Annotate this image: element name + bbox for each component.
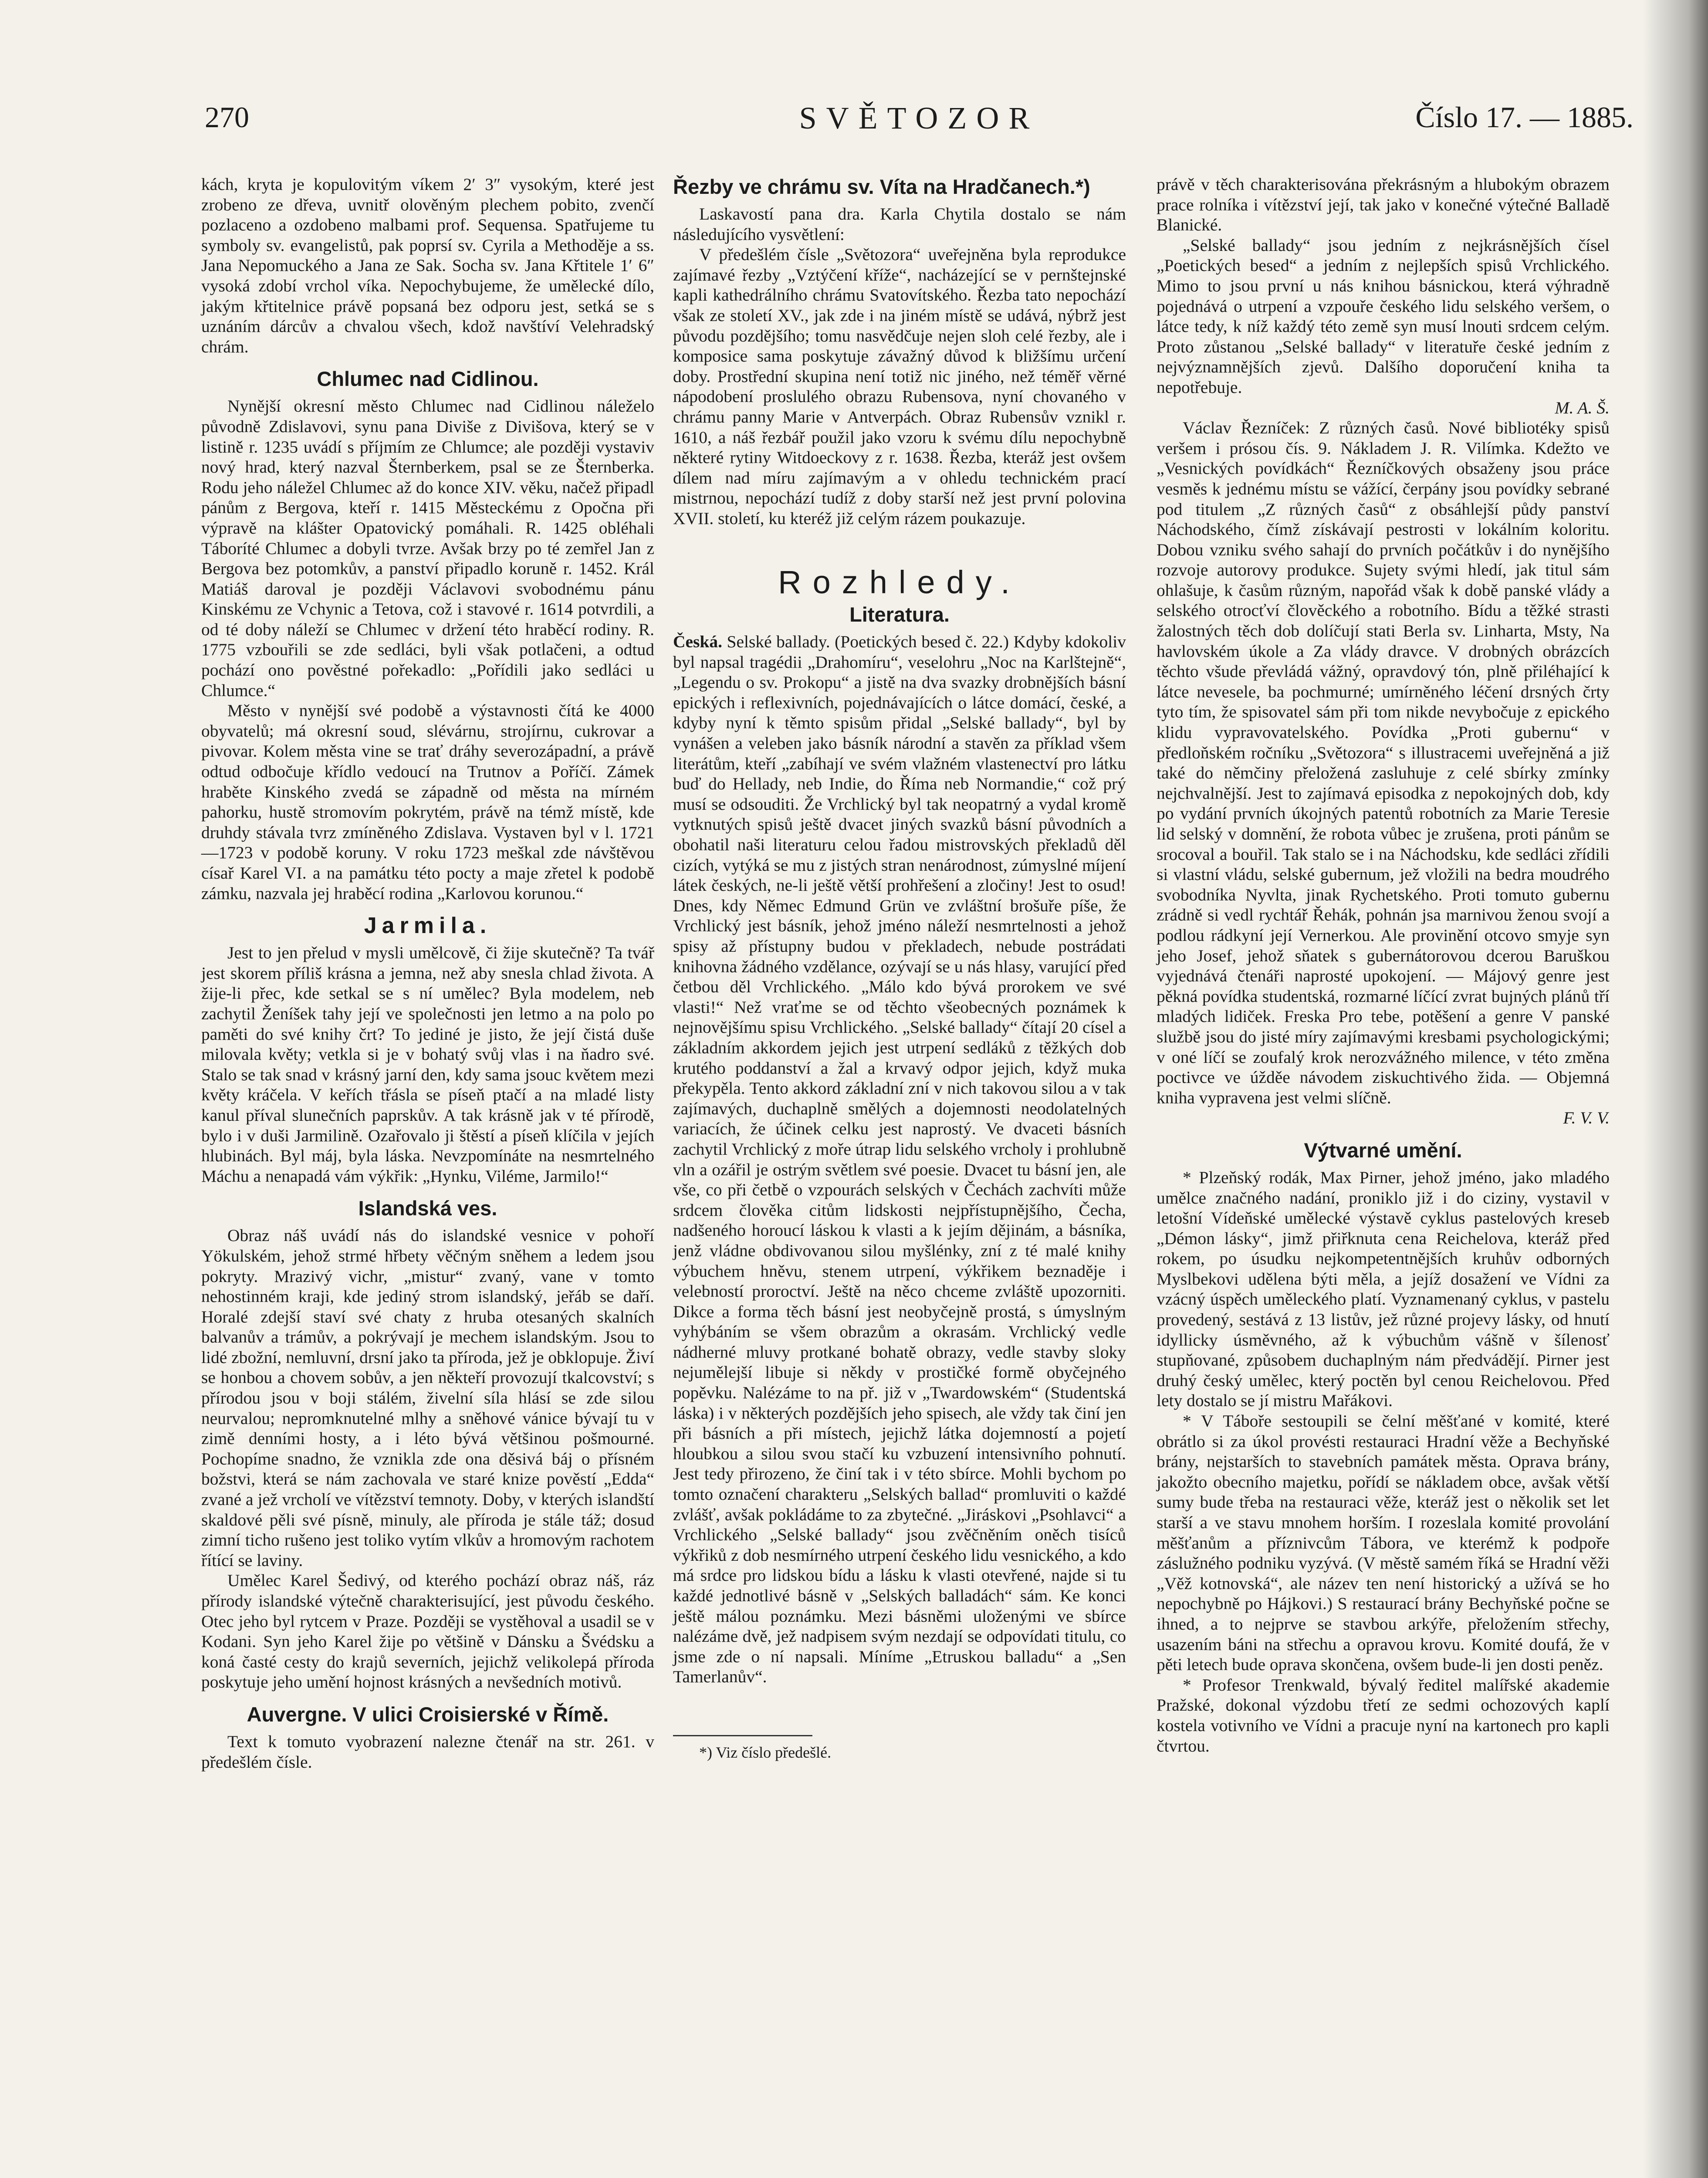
heading-literatura: Literatura. — [849, 603, 950, 626]
heading-vytvarne-umeni: Výtvarné umění. — [1304, 1138, 1462, 1162]
page-header — [205, 100, 1634, 148]
paragraph-island-1: Obraz náš uvádí nás do islandské vesnice v pohoří Yökulském, jehož strmé hřbety věčným sněhem a ledem jsou pokryty. Mrazivý vichr, „mistur“ zvaný, vane v tomto nehostinném kraji, kde jediný strom islandský, jeřáb se daří. Horalé zdejší staví své chaty z hruba otesaných skalních balvanův a trámův, a pokrývají je mechem islandským. Jsou to lidé zbožní, nemluvní, drsní jako ta příroda, jež je obklopuje. Živí se honbou a chovem sobův, a jen někteří provozují tkalcovství; s přírodou jsou v boji stálém, živelní síla hlásí se zde silou neurvalou; nepromknutelné mlhy a sněhové vánice bývají tu v zimě denními hosty, a i léto bývá většinou pošmourné. Pochopíme snadno, že vznikla zde ona děsivá báj o přísném božstvi, která se nám zachovala ve staré knize pověstí „Edda“ zvané a jež vrcholí ve vítězství temnoty. Doby, v kterých islandští skaldové pěli své písně, minuly, ale příroda je stále táž; dosud zimní ticho rušeno jest toliko vytím vlkův a hromovým rachotem řítící se laviny. — [201, 1226, 654, 1570]
paragraph-ballady-cont: právě v těch charakterisována překrásným a hlubokým obrazem prace rolníka i vítězství její, tak jako v konečné výtečné Balladě Blanické. — [1157, 175, 1610, 235]
heading-jarmila: Jarmila. — [364, 913, 492, 939]
page-number: 270 — [205, 101, 249, 134]
heading-rezby: Řezby ve chrámu sv. Víta na Hradčanech.*) — [673, 175, 1090, 198]
paragraph-selske-ballady — [673, 632, 1126, 1687]
signature-mas: M. A. Š. — [1555, 398, 1610, 417]
issue-number: Číslo 17. — 1885. — [1415, 101, 1634, 134]
footnote: *) Viz číslo předešlé. — [699, 1743, 832, 1761]
review-text: Selské ballady. (Poetických besed č. 22.) Kdyby kdokoliv byl napsal tragédii „Drahomíru“, veselohru „Noc na Karlštejně“, „Legendu o sv. Prokopu“ a jistě na dva svazky drobnějších básní epických i reflexivních, pojednávajících o látce domácí, české, a kdyby nyní k těmto spisům přidal „Selské ballady“, byl by vynášen a veleben jako básník národní a stavěn za příklad všem literátům, kteří „zabíhají ve svém vlažném vlastenectví pro látku buď do Hellady, neb Indie, do Říma neb Normandie,“ což prý musí se odsouditi. Že Vrchlický byl tak neopatrný a vydal kromě vytknutých spisů ještě dvacet jiných svazků básní původních a obohatil naši literaturu celou řadou mistrovských překladů děl cizích, vytýká se mu z jistých stran nenárodnost, zúmyslné míjení látek českých, ne-li ještě větší prohřešení a zločiny! Jest to osud! Dnes, kdy Němec Edmund Grün ve zvláštní brošuře píše, že Vrchlický jest básník, jehož jméno náleží nesmrtelnosti a jehož spisy až přístupny budou v překladech, nebude postrádati knihovna žádného vzdělance, ozývají se u nás hlasy, varující před četbou děl Vrchlického. „Málo kdo bývá prorokem ve své vlasti!“ Než vraťme se od těchto všeobecných poznámek k nejnovějšímu spisu Vrchlického. „Selské ballady“ čítají 20 císel a základním akkordem jejich jest utrpení sedláků z těžkých dob krutého poddanství a žal a krvavý odpor jejich, když muka překypěla. Tento akkord základní zní v nich takovou silou a v tak zajímavých, duchaplně smělých a dojemnosti neodolatelných variacích, že účinek celku jest naprostý. Ve dvaceti básních zachytil Vrchlický z moře útrap lidu selského vrcholy i prohlubně vln a ozářil je ostrým světlem své poesie. Dvacet tu básní jen, ale vše, co při četbě o vzpourách selských v Čechách zachvíti může srdcem člověka citům lidskosti nejpřístupnějšího, Čecha, nadšeného horoucí láskou k vlasti a k jejím dějinám, a básníka, jenž vládne obdivovanou silou myšlénky, zní z té malé knihy výbuchem hněvu, stenem utrpení, výkřikem beznaděje i velebností proroctví. Ještě na něco chceme zvláště upozorniti. Dikce a forma těch básní jest neobyčejně prostá, s úmyslným vyhýbáním se všem obrazům a okrasám. Vrchlický vedle nádherné mluvy protkané bohatě obrazy, vedle stavby sloky nejumělejší libuje si někdy v prostičké formě obyčejného popěvku. Nalézáme to na př. již v „Twardowském“ (Studentská láska) i v některých pozdějších jeho spisech, ale vždy tak činí jen při básních a při místech, jejichž látka dojemností a pojetí hloubkou a silou svou stačí ku vzbuzení intensivního pohnutí. Jest tedy přirozeno, že činí tak i v této sbírce. Mohli bychom po tomto označení charakteru „Selských ballad“ promluviti o každé zvlášť, avšak pokládáme to za zbytečné. „Jiráskovi „Psohlavci“ a Vrchlického „Selské ballady“ jsou zvěčněním oněch tisíců výkřiků z dob nesmírného utrpení českého lidu vesnického, a kdo má srdce pro lidskou bídu a lásku k vlasti otevřené, najde si tu každé jednotlivé básně v „Selských balladách“ sám. Ke konci ještě málou poznámku. Mezi básněmi uloženými ve sbírce nalézáme dvě, jež nadpisem svým nezdají se odpovídati titulu, co jsme zde o ní napsali. Míníme „Etruskou balladu“ a „Sen Tamerlanův“. — [673, 632, 1126, 1687]
lead-ceska: Česká. — [673, 632, 723, 652]
paragraph-reznicek-review: Václav Řezníček: Z různých časů. Nové bibliotéky spisů veršem i prósou čís. 9. Nákladem J. R. Vilímka. Kdežto ve „Vesnických povídkách“ Řezníčkových obsaženy jsou práce vesměs k jednému místu se vážící, čerpány jsou povídky sebrané pod titulem „Z různých časů“ z obsáhlejší půdy panství Náchodského, čímž získávají pestrosti v lokálním koloritu. Dobou vzniku svého sahají do prvních počátkův i do nynějšího rozvoje autorovy produkce. Sujety svými hledí, jak titul sám ohlašuje, k časům různým, napořád však k době panské vlády a selského otrocťví člověckého a robotního. Bídu a těžké strasti žalostných těch dob dolíčují stati Berla sv. Linharta, Msty, Na havlovském úkole a Za vlády dravce. V drobných obrázcích těchto všude převládá vážný, opravdový tón, plně přiléhající k látce nevesele, ba pochmurné; umírněného léčení drsných črty tyto tím, že spisovatel sám při tom nikde nevybočuje z epického klidu vypravovatelského. Povídka „Proti gubernu“ v předloňském ročníku „Světozora“ s illustracemi uveřejněná a již také do němčiny přeložená zasluhuje z celé sbírky zmínky nejchvalnější. Jest to zajímavá episodka z nepokojných dob, kdy po vydání prvních úkojných patentů robotních za Marie Teresie lid selský v domnění, že robota vůbec je zrušena, proti pánům se srocoval a bouřil. Tak stalo se i na Náchodsku, kde sedláci zřídili si vlastní vládu, selské gubernum, jež vložili na bedra moudrého svobodníka Nyvlta, jinak Rychetského. Proti tomuto gubernu zrádně si vedl rychtář Řehák, pohnán jsa marnivou ženou svojí a podlou rádkyní její Vernerkou. Ale provinění otcovo smyje syn jeho Josef, jehož sňatek s gubernátorovou dcerou Baruškou vyjednává čtenáři naprosté upokojení. — Májový genre jest pěkná povídka studentská, rozmarné líčící zvrat bujných plánů tří mladých lidiček. Freska Pro tebe, potěšení a genre V panské službě jsou do jisté míry zajímavými kresbami psychologickými; v oné líčí se zoufalý krok nerozvážného milence, v této změna poctivce ve úžděe návodem ziskuchtivého žida. — Objemná kniha vypravena jest velmi slíčně. — [1157, 418, 1610, 1107]
footnote-divider — [673, 1735, 812, 1736]
heading-chlumec: Chlumec nad Cidlinou. — [317, 367, 539, 391]
column-middle — [673, 174, 1126, 1763]
paragraph-island-2: Umělec Karel Šedivý, od kterého pochází obraz náš, ráz přírody islandské výtečně charakterisující, jest původu českého. Otec jeho byl rytcem v Praze. Později se vystěhoval a usadil se v Kodani. Syn jeho Karel žije po většině v Dánsku a Švédsku a koná časté cesty do krajů severních, jejichž velikolepá příroda poskytuje jeho umění hojnost krásných a nevšedních motivů. — [201, 1571, 654, 1692]
paragraph-auvergne: Text k tomuto vyobrazení nalezne čtenář na str. 261. v předešlém čísle. — [201, 1732, 654, 1772]
section-title-rozhledy: Rozhledy. — [778, 564, 1021, 600]
paragraph-chlumec-history: Nynější okresní město Chlumec nad Cidlinou náleželo původně Zdislavovi, synu pana Diviše z Divišova, který se v listině r. 1235 uvádí s příjmím ze Chlumce; ale později vystaviv nový hrad, který nazval Šternberkem, psal se ze Šternberka. Rodu jeho náležel Chlumec až do konce XIV. věku, načež připadl pánům z Bergova, kteří r. 1415 Městeckému z Opočna při výpravě na klášter Opatovický pomáhali. R. 1425 obléhali Táboríté Chlumec a dobyli tvrze. Avšak brzy po té zemřel Jan z Bergova bez potomkův, a panství připadlo koruně r. 1452. Král Matiáš daroval je později Václavovi svobodnému pánu Kinskému ze Vchynic a Tetova, což i stavové r. 1614 potvrdili, a od té doby náleží se Chlumec v držení této hraběcí rodiny. R. 1775 vzbouřili se zde sedláci, byli však potlačeni, a odtud pochází ono pověstné pořekadlo: „Pořídili jako sedláci u Chlumce.“ — [201, 396, 654, 700]
masthead: SVĚTOZOR — [799, 101, 1039, 135]
column-left — [201, 174, 654, 1772]
paragraph-rezby-intro: Laskavostí pana dra. Karla Chytila dostalo se nám následujícího vysvětlení: — [673, 204, 1126, 244]
paragraph-trenkwald: * Profesor Trenkwald, bývalý ředitel malířské akademie Pražské, dokonal výzdobu třetí ze sedmi ochozových kaplí kostela votivního ve Vídni a pracuje nyní na kartonech pro kapli čtvrtou. — [1157, 1675, 1610, 1755]
paragraph-pirner: * Plzeňský rodák, Max Pirner, jehož jméno, jako mladého umělce značného nadání, proniklo již i do ciziny, vystavil v letošní Vídeňské umělecké výstavě cyklus pastelových kreseb „Démon lásky“, jimž přiřknuta cena Reichelova, kteráž před rokem, po úsudku nejkompetentnějších kruhův odborných Myslbekovi udělena býti měla, a jejíž dosažení ve Vídni za vzácný úspěch uměleckého platí. Vyznamenaný cyklus, v pastelu provedený, sestává z 13 listův, jež různé projevy lásky, od hnutí idyllicky úsměvného, až k výbuchům vášně v šílenosť stupňované, způsobem duchaplným nám předvádějí. Pirner jest druhý český umělec, který poctěn byl cenou Reichelovou. Před lety dostalo se jí mistru Mařákovi. — [1157, 1167, 1610, 1410]
paragraph-chlumec-town: Město v nynější své podobě a výstavnosti čítá ke 4000 obyvatelů; má okresní soud, slévárnu, strojírnu, cukrovar a pivovar. Kolem města vine se trať dráhy severozápadní, a právě odtud odbočuje křídlo vedoucí na Trutnov a Poříčí. Zámek hraběte Kinského zvedá se západně od města na mírném pahorku, hustě stromovím pokrytém, právě na témž místě, kde druhdy stávala tvrz zmíněného Zdislava. Vystaven byl v l. 1721—1723 v podobě koruny. V roku 1723 meškal zde návštěvou císař Karel VI. a na památku této pocty a maje zřetel k podobě zámku, nazvala jej hraběcí rodina „Karlovou korunou.“ — [201, 701, 654, 903]
paragraph-tabor: * V Táboře sestoupili se čelní měšťané v komité, které obrátlo si za úkol provésti restauraci Hradní věže a Bechyňské brány, nejstarších to stavebních památek města. Oprava brány, jakožto obecního majetku, pořídí se nákladem obce, avšak větší sumy bude třeba na restauraci věže, kteráž jest o několik set let starší a ve stavu mnohem horším. I rozeslala komité provolání měšťanům a příznivcům Tábora, ve kterémž k podpoře záslužného podniku vyzývá. (V městě samém říká se Hradní věži „Věž kotnovská“, ale název ten není historický a užívá se ho nepochybně po Hájkovi.) S restaurací brány Bechyňské počne se ihned, a to nejprve se stavbou arkýře, přeložením střechy, usazením báni na střechu a opravou krovu. Komité doufá, že v pěti letech bude oprava skončena, ovšem bude-li jen dosti peněz. — [1157, 1411, 1610, 1674]
heading-islandska-ves: Islandská ves. — [358, 1197, 497, 1220]
page-edge-shadow — [1643, 0, 1708, 2178]
paragraph-jarmila: Jest to jen přelud v mysli umělcově, či žije skutečně? Ta tvář jest skorem příliš krásna a jemna, než aby snesla chlad života. A žije-li přec, kde setkal se s ní umělec? Byla modelem, neb zachytil Ženíšek tahy její ve společnosti jen letmo a na polo po paměti do své knihy črt? To jediné je jisto, že její čistá duše milovala květy; vetkla si je v bohatý svůj vlas i na ňadro své. Stalo se tak snad v krásný jarní den, kdy sama jsouc květem mezi květy kráčela. V keřích třásla se píseň ptačí a na mladé listy kanul příval slunečních paprskův. A tak krásně jak v té přírodě, bylo i v duši Jarmilině. Ozařovalo ji štěstí a píseň klíčila v jejích hlubinách. Byl máj, byla láska. Nevzpomínáte na nesmrtelného Máchu a nenapadá vám výkřik: „Hynku, Viléme, Jarmilo!“ — [201, 943, 654, 1186]
paragraph-rezby-body: V předešlém čísle „Světozora“ uveřejněna byla reprodukce zajímavé řezby „Vztýčení kříže“, nacházející se v pernštejnské kapli kathedrálního chrámu Svatovítského. Řezba tato nepochází však ze století XV., jak zde i na jiném místě se udává, nýbrž jest původu pozdějšího; tomu nasvědčuje nejen sloh celé řezby, ale i komposice sama poskytuje závažný důvod k bližšímu určení doby. Prostřední skupina není totiž nic jiného, než téměř věrné nápodobení proslulého obrazu Rubensova, nyní chovaného v chrámu panny Marie v Antverpách. Obraz Rubensův vznikl r. 1610, a náš řezbář použil jako vzoru k svému dílu nepochybně některé rytiny Witdoeckovy z r. 1638. Řezba, kteráž jest ovšem dílem nad míru zajímavým a v ohledu technickém prací mistrnou, nepochází tudíž z doby starší než jest první polovina XVII. století, ku kteréž již celým rázem poukazuje. — [673, 245, 1126, 528]
signature-fvv: F. V. V. — [1563, 1108, 1610, 1128]
column-right — [1157, 174, 1610, 1756]
paragraph-font-description: kách, kryta je kopulovitým víkem 2′ 3″ vysokým, které jest zrobeno ze dřeva, uvnitř olověným plechem pobito, zvenčí pozlaceno a ozdobeno malbami prof. Sequensa. Spatřujeme tu symboly sv. evangelistů, pak poprsí sv. Cyrila a Methoděje a ss. Jana Nepomuckého a Jana ze Sak. Socha sv. Jana Křtitele 1′ 6″ vysoká zdobí vrchol víka. Nepochybujeme, že umělecké dílo, jakým křtitelnice právě popsaná bez odporu jest, setká se s uznáním dárcův a chvalou všech, kdož navštíví Velehradský chrám. — [201, 175, 654, 356]
paragraph-ballady-conclusion: „Selské ballady“ jsou jedním z nejkrásnějších čísel „Poetických besed“ a jedním z nejlepších spisů Vrchlického. Mimo to jsou první u nás knihou básnickou, která výhradně pojednává o utrpení a vzpouře českého lidu selského veršem, o látce tedy, k níž každý této země syn musí lnouti srdcem celým. Proto zůstanou „Selské ballady“ v literatuře české jedním z nejvýznamnějších zjevů. Dalšího doporučení kniha ta nepotřebuje. — [1157, 235, 1610, 397]
heading-auvergne: Auvergne. V ulici Croisierské v Římě. — [247, 1702, 609, 1726]
